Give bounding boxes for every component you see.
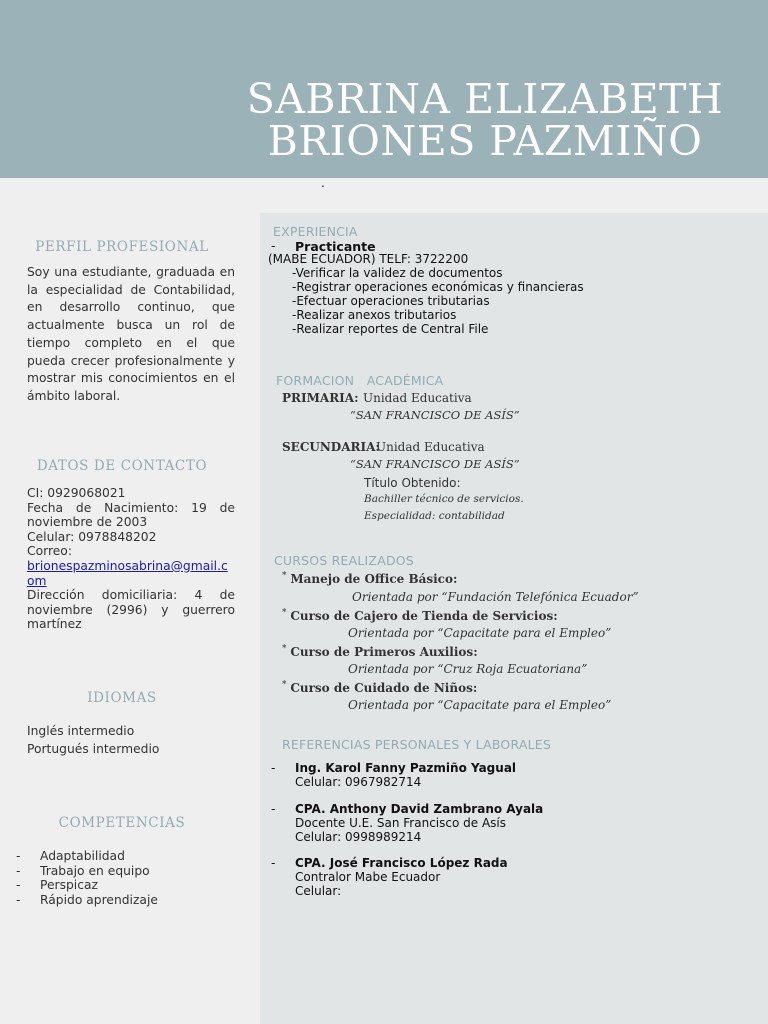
ref-name: Ing. Karol Fanny Pazmiño Yagual (295, 761, 517, 775)
ref-dash: - (271, 856, 276, 870)
secundaria-school: “SAN FRANCISCO DE ASÍS” (350, 457, 520, 471)
experiencia-dash: - (271, 239, 276, 253)
experiencia-company: (MABE ECUADOR) TELF: 3722200 (268, 252, 469, 266)
secundaria-label: SECUNDARIA: (282, 440, 380, 454)
titulo-especialidad: Especialidad: contabilidad (364, 510, 505, 522)
list-item: -Realizar anexos tributarios (292, 308, 457, 322)
list-item: - Perspicaz (16, 878, 98, 893)
formacion-title: FORMACION ACADÉMICA (276, 373, 444, 388)
header-banner (0, 0, 768, 178)
curso-org: Orientada por “Capacitate para el Empleo” (348, 698, 612, 712)
ref-dash: - (271, 761, 276, 775)
contacto-title: DATOS DE CONTACTO (36, 458, 208, 474)
ref-line: Docente U.E. San Francisco de Asís (295, 816, 506, 830)
competencias-title: COMPETENCIAS (58, 815, 186, 831)
name-line-2: BRIONES PAZMIÑO (267, 117, 703, 165)
list-item: -Realizar reportes de Central File (292, 322, 489, 336)
primaria-label: PRIMARIA: (282, 391, 359, 405)
contact-phone: Celular: 0978848202 (27, 529, 157, 544)
primaria-school: “SAN FRANCISCO DE ASÍS” (350, 408, 520, 422)
experiencia-title: EXPERIENCIA (273, 224, 358, 239)
perfil-title: PERFIL PROFESIONAL (35, 239, 209, 255)
idioma-item: Inglés intermedio (27, 724, 135, 738)
competencias-list (16, 849, 158, 907)
contact-email-link[interactable]: brionespazminosabrina@gmail.com (27, 558, 228, 588)
name-line-1: SABRINA ELIZABETH (246, 75, 724, 123)
ref-line: Celular: 0998989214 (295, 830, 422, 844)
titulo-bachiller: Bachiller técnico de servicios. (364, 493, 524, 505)
list-item: -Registrar operaciones económicas y financieras (292, 280, 584, 294)
contact-ci: CI: 0929068021 (27, 486, 126, 500)
ref-name: CPA. Anthony David Zambrano Ayala (295, 802, 544, 816)
ref-name: CPA. José Francisco López Rada (295, 856, 508, 870)
perfil-text: Soy una estudiante, graduada en la especialidad de Contabilidad, en desarrollo continuo, que actualmente busca un rol de tiempo completo en el que pueda crecer profesionalmente y mostrar mis conocimientos en el ámbito laboral. (27, 265, 235, 403)
separator-dot: . (321, 176, 325, 190)
contact-block (27, 486, 235, 632)
curso-item: * Curso de Cuidado de Niños: (282, 680, 478, 695)
right-column (260, 213, 768, 1024)
curso-item: * Curso de Primeros Auxilios: (282, 644, 478, 659)
ref-line: Celular: 0967982714 (295, 775, 422, 789)
contact-address: Dirección domiciliaria: 4 de noviembre (2996) y guerrero martínez (27, 588, 235, 632)
curso-item: * Manejo de Office Básico: (282, 571, 458, 586)
ref-line: Celular: (295, 884, 342, 898)
ref-line: Contralor Mabe Ecuador (295, 870, 441, 884)
titulo-label: Título Obtenido: (364, 476, 461, 490)
ref-dash: - (271, 802, 276, 816)
idioma-item: Portugués intermedio (27, 742, 160, 756)
idiomas-list (27, 722, 235, 758)
referencias-title: REFERENCIAS PERSONALES Y LABORALES (282, 737, 551, 752)
full-name (230, 75, 740, 165)
list-item: -Efectuar operaciones tributarias (292, 294, 490, 308)
list-item: - Rápido aprendizaje (16, 892, 158, 907)
secundaria-type: Unidad Educativa (376, 440, 485, 454)
curso-item: * Curso de Cajero de Tienda de Servicios: (282, 608, 558, 623)
list-item: - Trabajo en equipo (16, 863, 150, 878)
experiencia-role: Practicante (295, 239, 376, 254)
contact-email-label: Correo: (27, 544, 72, 559)
contact-birthdate: Fecha de Nacimiento: 19 de noviembre de 2003 (27, 500, 235, 530)
cursos-title: CURSOS REALIZADOS (274, 553, 414, 568)
list-item: - Adaptabilidad (16, 849, 125, 863)
curso-org: Orientada por “Fundación Telefónica Ecuador” (352, 590, 639, 604)
primaria-type: Unidad Educativa (363, 391, 472, 405)
curso-org: Orientada por “Cruz Roja Ecuatoriana” (348, 662, 588, 676)
idiomas-title: IDIOMAS (87, 690, 157, 706)
left-column (0, 213, 260, 1024)
list-item: -Verificar la validez de documentos (292, 266, 503, 280)
curso-org: Orientada por “Capacitate para el Empleo” (348, 626, 612, 640)
experiencia-tasks (292, 266, 584, 336)
